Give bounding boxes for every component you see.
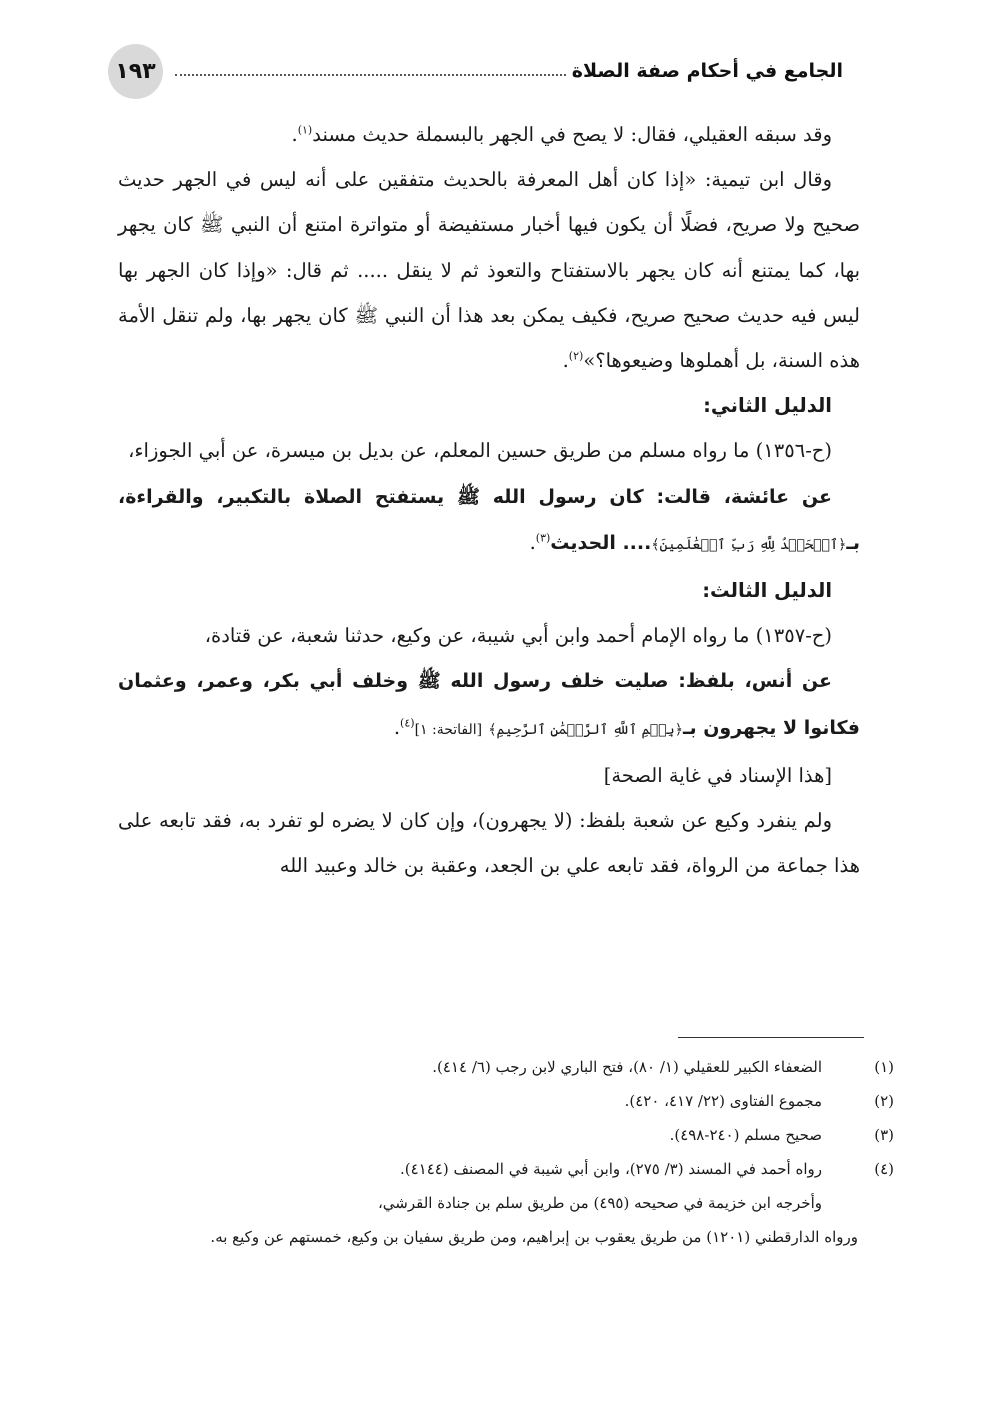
footnote-number: (٤) [874, 1160, 894, 1178]
paragraph-hadith-1357: (ح-١٣٥٧) ما رواه الإمام أحمد وابن أبي شيبة، عن وكيع، حدثنا شعبة، عن قتادة، [204, 624, 832, 648]
footnote-ref[interactable]: (٢) [568, 349, 584, 363]
footnote-continuation: وأخرجه ابن خزيمة في صحيحه (٤٩٥) من طريق سلم بن جنادة القرشي، [377, 1194, 822, 1212]
footnote-number: (٣) [874, 1126, 894, 1144]
footnote-text: صحيح مسلم (٢٤٠-٤٩٨). [669, 1126, 822, 1144]
paragraph-isnad-grade: [هذا الإسناد في غاية الصحة] [603, 763, 832, 787]
running-header [175, 56, 843, 86]
hadith-text: عن أنس، بلفظ: صليت خلف رسول الله ﷺ وخلف أبي بكر، وعمر، وعثمان فكانوا لا يجهرون بـ [118, 670, 860, 739]
paragraph-text: وقد سبقه العقيلي، فقال: لا يصح في الجهر بالبسملة حديث مسند [312, 123, 832, 146]
hadith-text: عن عائشة، قالت: كان رسول الله ﷺ يستفتح الصلاة بالتكبير، والقراءة، بـ [118, 485, 860, 554]
paragraph-hadith-1356: (ح-١٣٥٦) ما رواه مسلم من طريق حسين المعلم، عن بديل بن ميسرة، عن أبي الجوزاء، [128, 439, 832, 463]
paragraph-corroboration: ولم ينفرد وكيع عن شعبة بلفظ: (لا يجهرون)، وإن كان لا يضره لو تفرد به، فقد تابعه على هذا جماعة من الرواة، فقد تابعه علي بن الجعد، وعقبة بن خالد وعبيد الله [118, 809, 860, 878]
paragraph-anas: عن أنس، بلفظ: صليت خلف رسول الله ﷺ وخلف أبي بكر، وعمر، وعثمان فكانوا لا يجهرون بـ﴿بِسۡمِ ٱللَّهِ ٱلرَّحۡمَٰنِ ٱلرَّحِيمِ﴾ [الفاتحة: ١]$^{(٤)}$. [118, 670, 860, 739]
heading-second-evidence: الدليل الثاني: [703, 394, 832, 418]
header-dotted-leader [175, 74, 566, 76]
footnotes [118, 1050, 894, 1254]
page-number: ١٩٣ [108, 44, 163, 99]
paragraph-aqili: وقد سبقه العقيلي، فقال: لا يصح في الجهر بالبسملة حديث مسند$^{(١)}$. [291, 123, 832, 146]
paragraph-aisha: عن عائشة، قالت: كان رسول الله ﷺ يستفتح الصلاة بالتكبير، والقراءة، بـ﴿ٱلۡحَمۡدُ لِلَّهِ رَبِّ ٱلۡعَٰلَمِينَ﴾.... الحديث$^{(٣)}$. [118, 485, 860, 554]
paragraph-ibn-taymiyyah: وقال ابن تيمية: «إذا كان أهل المعرفة بالحديث متفقين على أنه ليس في الجهر حديث صحيح ولا صريح، فضلًا أن يكون فيها أخبار مستفيضة أو متواترة امتنع أن النبي ﷺ كان يجهر بها، كما يمتنع أنه كان يجهر بالاستفتاح والتعوذ ثم لا ينقل ..... ثم قال: «وإذا كان الجهر بها ليس فيه حديث صحيح صريح، فكيف يمكن بعد هذا أن النبي ﷺ كان يجهر بها، ولم تنقل الأمة هذه السنة، بل أهملوها وضيعوها؟»$^{(٢)}$. [118, 168, 860, 373]
main-text [118, 112, 860, 888]
footnote-text: مجموع الفتاوى (٢٢/ ٤١٧، ٤٢٠). [624, 1092, 822, 1110]
sura-reference: [الفاتحة: ١] [414, 721, 483, 738]
book-title: الجامع في أحكام صفة الصلاة [571, 60, 843, 82]
footnote-divider [678, 1037, 864, 1038]
footnote-item [118, 1118, 894, 1152]
footnote-item [118, 1152, 894, 1186]
footnote-ref[interactable]: (٤) [400, 716, 415, 730]
footnote-text: الضعفاء الكبير للعقيلي (١/ ٨٠)، فتح الباري لابن رجب (٦/ ٤١٤). [432, 1058, 822, 1076]
footnote-ref[interactable]: (١) [297, 123, 313, 137]
quran-verse: ﴿ٱلۡحَمۡدُ لِلَّهِ رَبِّ ٱلۡعَٰلَمِينَ﴾ [651, 536, 847, 553]
paragraph-text: وقال ابن تيمية: «إذا كان أهل المعرفة بالحديث متفقين على أنه ليس في الجهر حديث صحيح ولا صريح، فضلًا أن يكون فيها أخبار مستفيضة أو متواترة امتنع أن النبي ﷺ كان يجهر بها، كما يمتنع أنه كان يجهر بالاستفتاح والتعوذ ثم لا ينقل ..... ثم قال: «وإذا كان الجهر بها ليس فيه حديث صحيح صريح، فكيف يمكن بعد هذا أن النبي ﷺ كان يجهر بها، ولم تنقل الأمة هذه السنة، بل أهملوها وضيعوها؟» [118, 168, 860, 373]
quran-verse: ﴿بِسۡمِ ٱللَّهِ ٱلرَّحۡمَٰنِ ٱلرَّحِيمِ﴾ [488, 721, 683, 738]
heading-third-evidence: الدليل الثالث: [702, 579, 832, 603]
footnote-continuation: ورواه الدارقطني (١٢٠١) من طريق يعقوب بن إبراهيم، ومن طريق سفيان بن وكيع، خمستهم عن وكيع به. [210, 1228, 858, 1246]
hadith-text-end: .... الحديث [550, 531, 652, 554]
footnote-item [118, 1050, 894, 1084]
footnote-item [118, 1084, 894, 1118]
footnote-number: (١) [874, 1058, 894, 1076]
footnote-text: رواه أحمد في المسند (٣/ ٢٧٥)، وابن أبي شيبة في المصنف (٤١٤٤). [399, 1160, 822, 1178]
footnote-number: (٢) [874, 1092, 894, 1110]
footnote-ref[interactable]: (٣) [535, 531, 551, 545]
